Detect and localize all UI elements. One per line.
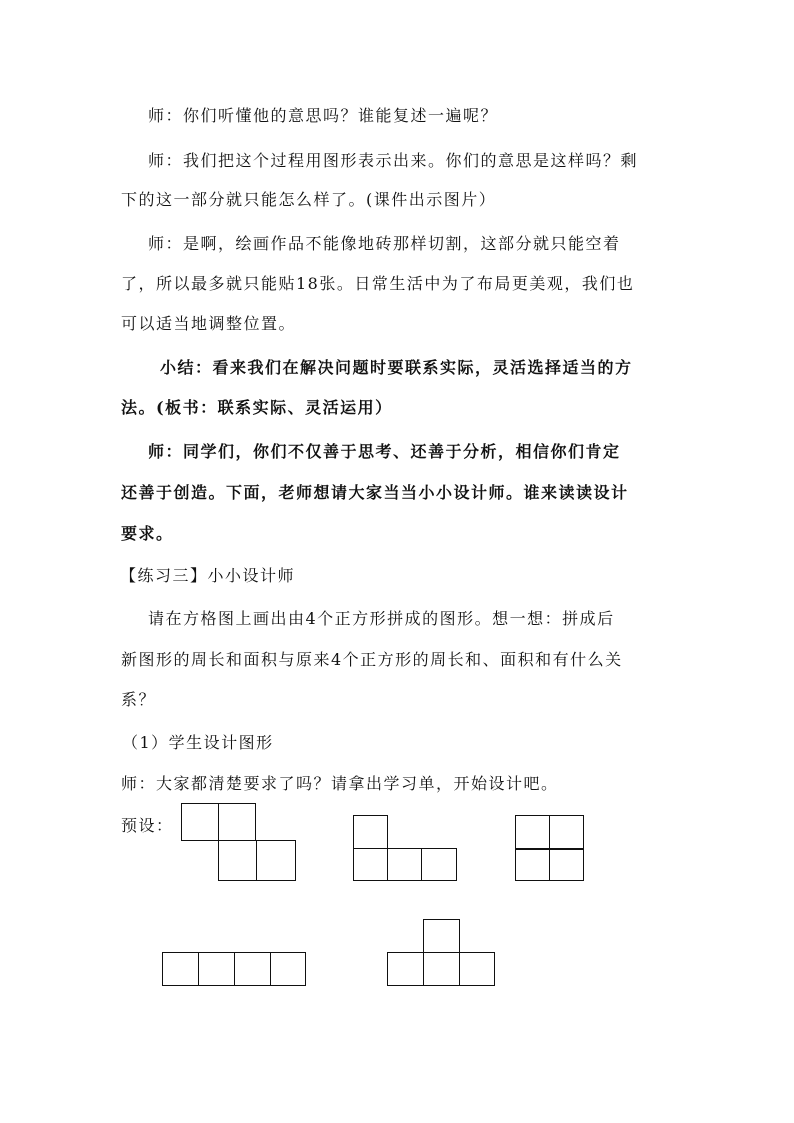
grid-square xyxy=(515,815,550,849)
summary-line: 法。(板书：联系实际、灵活运用） xyxy=(121,398,393,417)
summary-line: 小结：看来我们在解决问题时要联系实际，灵活选择适当的方 xyxy=(160,358,633,377)
grid-square xyxy=(421,848,457,881)
step-heading: （1）学生设计图形 xyxy=(122,733,274,752)
requirement-line: 请在方格图上画出由4个正方形拼成的图形。想一想：拼成后 xyxy=(148,609,615,628)
grid-square xyxy=(423,919,460,953)
requirement-line: 新图形的周长和面积与原来4个正方形的周长和、面积和有什么关 xyxy=(121,650,623,669)
grid-square xyxy=(198,952,235,986)
grid-square xyxy=(181,803,219,841)
paragraph-line: 还善于创造。下面，老师想请大家当当小小设计师。谁来读读设计 xyxy=(121,483,629,502)
grid-square xyxy=(549,848,584,881)
paragraph-line: 了，所以最多就只能贴18张。日常生活中为了布局更美观，我们也 xyxy=(121,274,635,293)
i-tetromino-shape xyxy=(162,952,306,986)
grid-square xyxy=(515,848,550,881)
preset-label: 预设： xyxy=(121,816,174,835)
grid-square xyxy=(270,952,306,986)
t-tetromino-shape xyxy=(387,919,495,986)
grid-square xyxy=(459,952,495,986)
square-tetromino-shape xyxy=(515,815,584,881)
paragraph-line: 要求。 xyxy=(121,524,174,543)
grid-square xyxy=(423,952,460,986)
paragraph-line: 可以适当地调整位置。 xyxy=(121,314,297,333)
grid-square xyxy=(162,952,199,986)
exercise-title: 【练习三】小小设计师 xyxy=(120,566,296,585)
paragraph-line: 师：同学们，你们不仅善于思考、还善于分析，相信你们肯定 xyxy=(148,442,621,461)
paragraph-line: 师：我们把这个过程用图形表示出来。你们的意思是这样吗？剩 xyxy=(148,151,639,170)
z-tetromino-shape xyxy=(181,803,296,881)
grid-square xyxy=(353,848,388,881)
grid-square xyxy=(549,815,584,849)
grid-square xyxy=(256,840,296,881)
grid-square xyxy=(218,803,256,841)
grid-square xyxy=(353,815,388,849)
requirement-line: 系？ xyxy=(121,690,157,709)
paragraph-line: 下的这一部分就只能怎么样了。(课件出示图片） xyxy=(121,190,497,209)
paragraph-line: 师：是啊，绘画作品不能像地砖那样切割，这部分就只能空着 xyxy=(148,234,621,253)
grid-square xyxy=(218,840,257,881)
grid-square xyxy=(387,848,422,881)
grid-square xyxy=(387,952,424,986)
teacher-prompt: 师：大家都清楚要求了吗？请拿出学习单，开始设计吧。 xyxy=(121,774,559,793)
l-tetromino-shape xyxy=(353,815,457,881)
grid-square xyxy=(234,952,271,986)
paragraph-teacher-question: 师：你们听懂他的意思吗？谁能复述一遍呢？ xyxy=(148,106,499,125)
